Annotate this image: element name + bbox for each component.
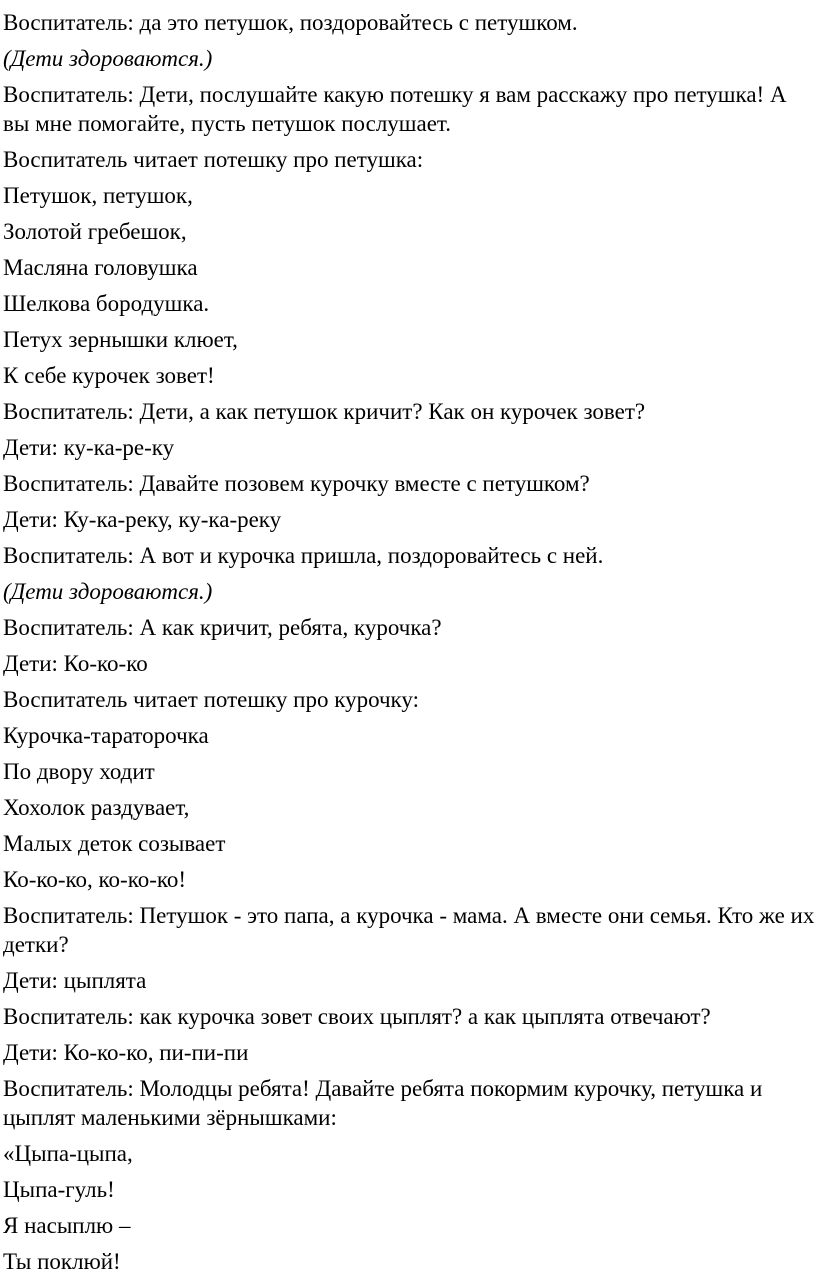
rhyme2-line-1: Курочка-тараторочка	[3, 723, 209, 748]
paragraph-19: Воспитатель читает потешку про курочку:	[3, 687, 419, 712]
paragraph-11: Воспитатель: Дети, а как петушок кричит? Как он курочек зовет?	[3, 399, 646, 424]
paragraph-29: Воспитатель: Молодцы ребята! Давайте ребята покормим курочку, петушка и цыплят маленькими зёрнышками:	[3, 1076, 763, 1130]
rhyme-line-4: Шелкова бородушка.	[3, 291, 210, 316]
paragraph-2-stage-direction: (Дети здороваются.)	[3, 46, 213, 71]
document-body	[3, 0, 815, 1283]
rhyme2-line-4: Малых деток созывает	[3, 831, 226, 856]
rhyme2-line-2: По двору ходит	[3, 759, 155, 784]
paragraph-25: Воспитатель: Петушок - это папа, а курочка - мама. А вместе они семья. Кто же их детки?	[3, 903, 815, 957]
paragraph-15: Воспитатель: А вот и курочка пришла, поздоровайтесь с ней.	[3, 543, 604, 568]
paragraph-18: Дети: Ко-ко-ко	[3, 651, 148, 676]
paragraph-28: Дети: Ко-ко-ко, пи-пи-пи	[3, 1040, 249, 1065]
paragraph-1: Воспитатель: да это петушок, поздоровайтесь с петушком.	[3, 10, 578, 35]
paragraph-27: Воспитатель: как курочка зовет своих цыплят? а как цыплята отвечают?	[3, 1004, 711, 1029]
paragraph-4: Воспитатель читает потешку про петушка:	[3, 147, 424, 172]
rhyme3-line-3: Я насыплю –	[3, 1213, 131, 1238]
paragraph-14: Дети: Ку-ка-реку, ку-ка-реку	[3, 507, 282, 532]
paragraph-3: Воспитатель: Дети, послушайте какую потешку я вам расскажу про петушка! А вы мне помогайте, пусть петушок послушает.	[3, 82, 787, 136]
paragraph-13: Воспитатель: Давайте позовем курочку вместе с петушком?	[3, 471, 590, 496]
rhyme-line-2: Золотой гребешок,	[3, 219, 187, 244]
paragraph-17: Воспитатель: А как кричит, ребята, курочка?	[3, 615, 442, 640]
paragraph-16-stage-direction: (Дети здороваются.)	[3, 579, 213, 604]
rhyme-line-3: Масляна головушка	[3, 255, 198, 280]
rhyme2-line-3: Хохолок раздувает,	[3, 795, 190, 820]
rhyme3-line-4: Ты поклюй!	[3, 1249, 121, 1274]
rhyme3-line-2: Цыпа-гуль!	[3, 1177, 115, 1202]
rhyme-line-1: Петушок, петушок,	[3, 183, 193, 208]
rhyme2-line-5: Ко-ко-ко, ко-ко-ко!	[3, 867, 187, 892]
paragraph-26: Дети: цыплята	[3, 968, 147, 993]
rhyme-line-6: К себе курочек зовет!	[3, 363, 215, 388]
rhyme3-line-1: «Цыпа-цыпа,	[3, 1141, 133, 1166]
rhyme-line-5: Петух зернышки клюет,	[3, 327, 238, 352]
paragraph-12: Дети: ку-ка-ре-ку	[3, 435, 175, 460]
